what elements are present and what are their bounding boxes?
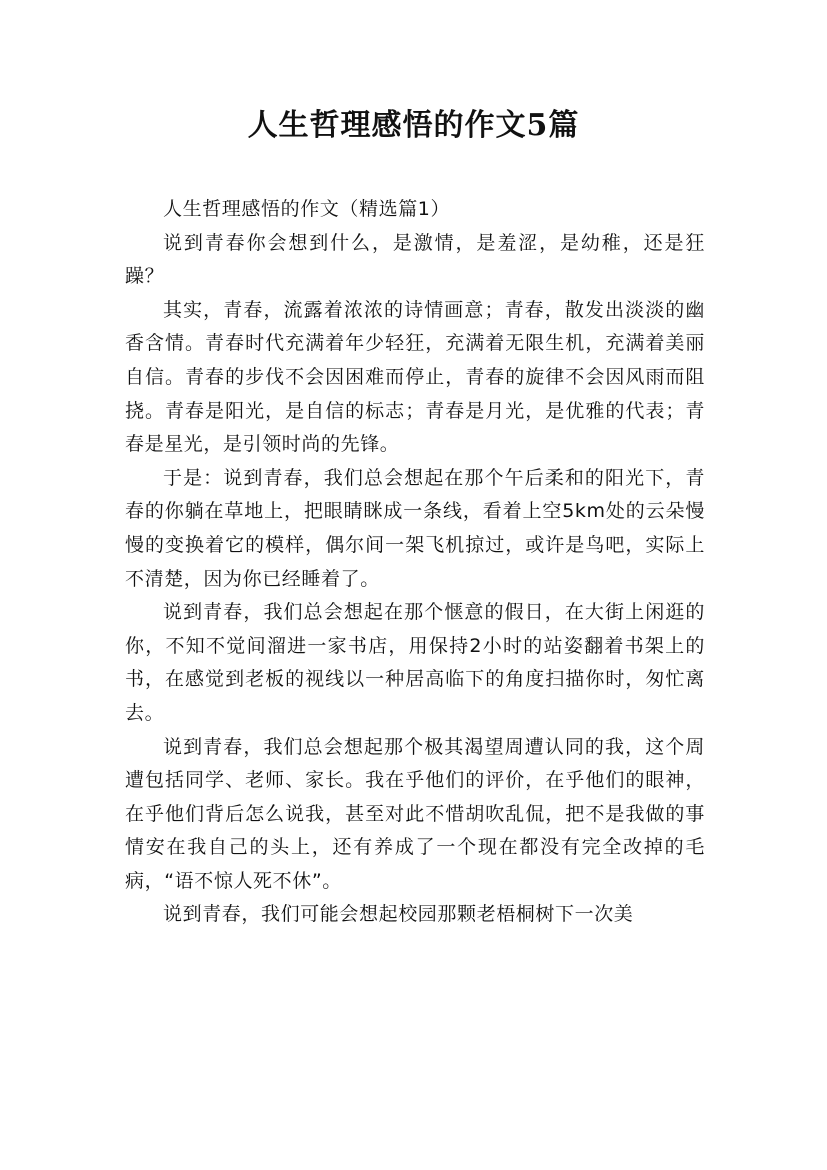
paragraph: 说到青春，我们可能会想起校园那颗老梧桐树下一次美 (163, 903, 634, 926)
paragraph: 于是：说到青春，我们总会想起在那个午后柔和的阳光下，青春的你躺在草地上，把眼睛眯成一条线，看着上空5km处的云朵慢慢的变换着它的模样，偶尔间一架飞机掠过，或许是鸟吧，实际上不清楚，因为你已经睡着了。 (125, 466, 705, 590)
document-title: 人生哲理感悟的作文5篇 (247, 108, 580, 143)
paragraph: 说到青春你会想到什么，是激情，是羞涩，是幼稚，还是狂躁？ (125, 231, 705, 288)
section-heading: 人生哲理感悟的作文（精选篇1） (163, 198, 451, 220)
paragraph: 说到青春，我们总会想起那个极其渴望周遭认同的我，这个周遭包括同学、老师、家长。我在乎他们的评价，在乎他们的眼神，在乎他们背后怎么说我，甚至对此不惜胡吹乱侃，把不是我做的事情安在我自己的头上，还有养成了一个现在都没有完全改掉的毛病，“语不惊人死不休”。 (125, 735, 705, 892)
paragraph: 说到青春，我们总会想起在那个惬意的假日，在大街上闲逛的你，不知不觉间溜进一家书店，用保持2小时的站姿翻着书架上的书，在感觉到老板的视线以一种居高临下的角度扫描你时，匆忙离去。 (125, 601, 705, 724)
paragraph: 其实，青春，流露着浓浓的诗情画意；青春，散发出淡淡的幽香含情。青春时代充满着年少轻狂，充满着无限生机，充满着美丽自信。青春的步伐不会因困难而停止，青春的旋律不会因风雨而阻挠。青春是阳光，是自信的标志；青春是月光，是优雅的代表；青春是星光，是引领时尚的先锋。 (125, 298, 705, 456)
document-body (125, 193, 705, 932)
